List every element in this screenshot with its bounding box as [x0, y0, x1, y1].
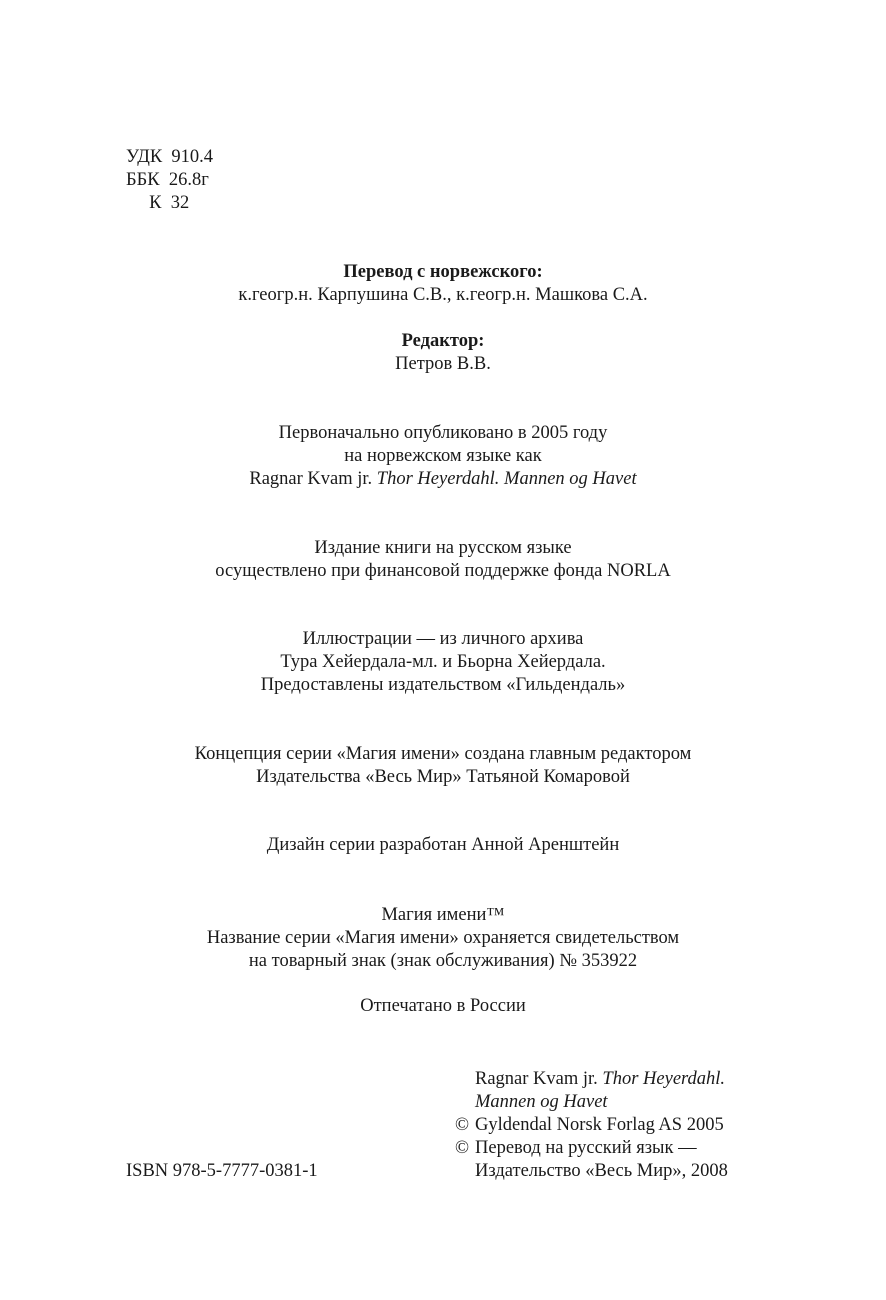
trademark-line-3: на товарный знак (знак обслуживания) № 353922: [248, 951, 638, 971]
original-line-2: на норвежском языке как: [344, 446, 542, 466]
translation-credits: [0, 261, 886, 307]
copyright-original-title-line-1: [455, 1068, 875, 1091]
original-publication: [0, 422, 886, 491]
bbk-code: ББК 26.8г: [126, 170, 209, 190]
original-title-line: [0, 468, 886, 491]
original-title: Thor Heyerdahl. Mannen og Havet: [376, 469, 637, 489]
copyright-title-part-2: Mannen og Havet: [475, 1092, 608, 1112]
copyright-translation-line: [455, 1137, 875, 1160]
concept-line-2: Издательства «Весь Мир» Татьяной Комаровой: [256, 767, 630, 787]
copyright-block: [455, 1068, 875, 1183]
funding-line-1: Издание книги на русском языке: [314, 538, 572, 558]
classification-codes: [126, 146, 213, 215]
original-author: Ragnar Kvam jr.: [249, 469, 377, 489]
editor-name: Петров В.В.: [395, 354, 491, 374]
udk-code: УДК 910.4: [126, 147, 214, 167]
series-concept-note: [0, 743, 886, 789]
copyright-translation-1: Перевод на русский язык —: [475, 1138, 697, 1158]
isbn: ISBN 978-5-7777-0381-1: [126, 1161, 318, 1181]
trademark-line-1: Магия имени™: [381, 905, 505, 925]
trademark-line-2: Название серии «Магия имени» охраняется свидетельством: [206, 928, 680, 948]
illustrations-line-1: Иллюстрации — из личного архива: [302, 629, 584, 649]
printed-note: [0, 995, 886, 1018]
copyright-symbol: ©: [455, 1115, 470, 1135]
editor-heading: Редактор:: [401, 331, 485, 351]
illustrations-note: [0, 628, 886, 697]
copyright-publisher-line: [455, 1114, 875, 1137]
author-mark: К 32: [126, 193, 190, 213]
illustrations-line-2: Тура Хейердала-мл. и Бьорна Хейердала.: [280, 652, 606, 672]
editor-credits: [0, 330, 886, 376]
concept-line-1: Концепция серии «Магия имени» создана главным редактором: [194, 744, 692, 764]
copyright-publisher: Gyldendal Norsk Forlag AS 2005: [475, 1115, 724, 1135]
copyright-author: Ragnar Kvam jr.: [475, 1069, 603, 1089]
translators-names: к.геогр.н. Карпушина С.В., к.геогр.н. Машкова С.А.: [238, 285, 648, 305]
translation-heading: Перевод с норвежского:: [343, 262, 543, 282]
funding-line-2: осуществлено при финансовой поддержке фонда NORLA: [215, 561, 671, 581]
printed-line: Отпечатано в России: [360, 996, 526, 1016]
illustrations-line-3: Предоставлены издательством «Гильдендаль»: [260, 675, 626, 695]
design-line-1: Дизайн серии разработан Анной Аренштейн: [266, 835, 620, 855]
series-design-note: [0, 834, 886, 857]
original-line-1: Первоначально опубликовано в 2005 году: [278, 423, 608, 443]
funding-note: [0, 537, 886, 583]
copyright-symbol-2: ©: [455, 1138, 470, 1158]
copyright-title-part-1: Thor Heyerdahl.: [602, 1069, 726, 1089]
trademark-note: [0, 904, 886, 973]
copyright-translation-2: Издательство «Весь Мир», 2008: [475, 1161, 728, 1181]
